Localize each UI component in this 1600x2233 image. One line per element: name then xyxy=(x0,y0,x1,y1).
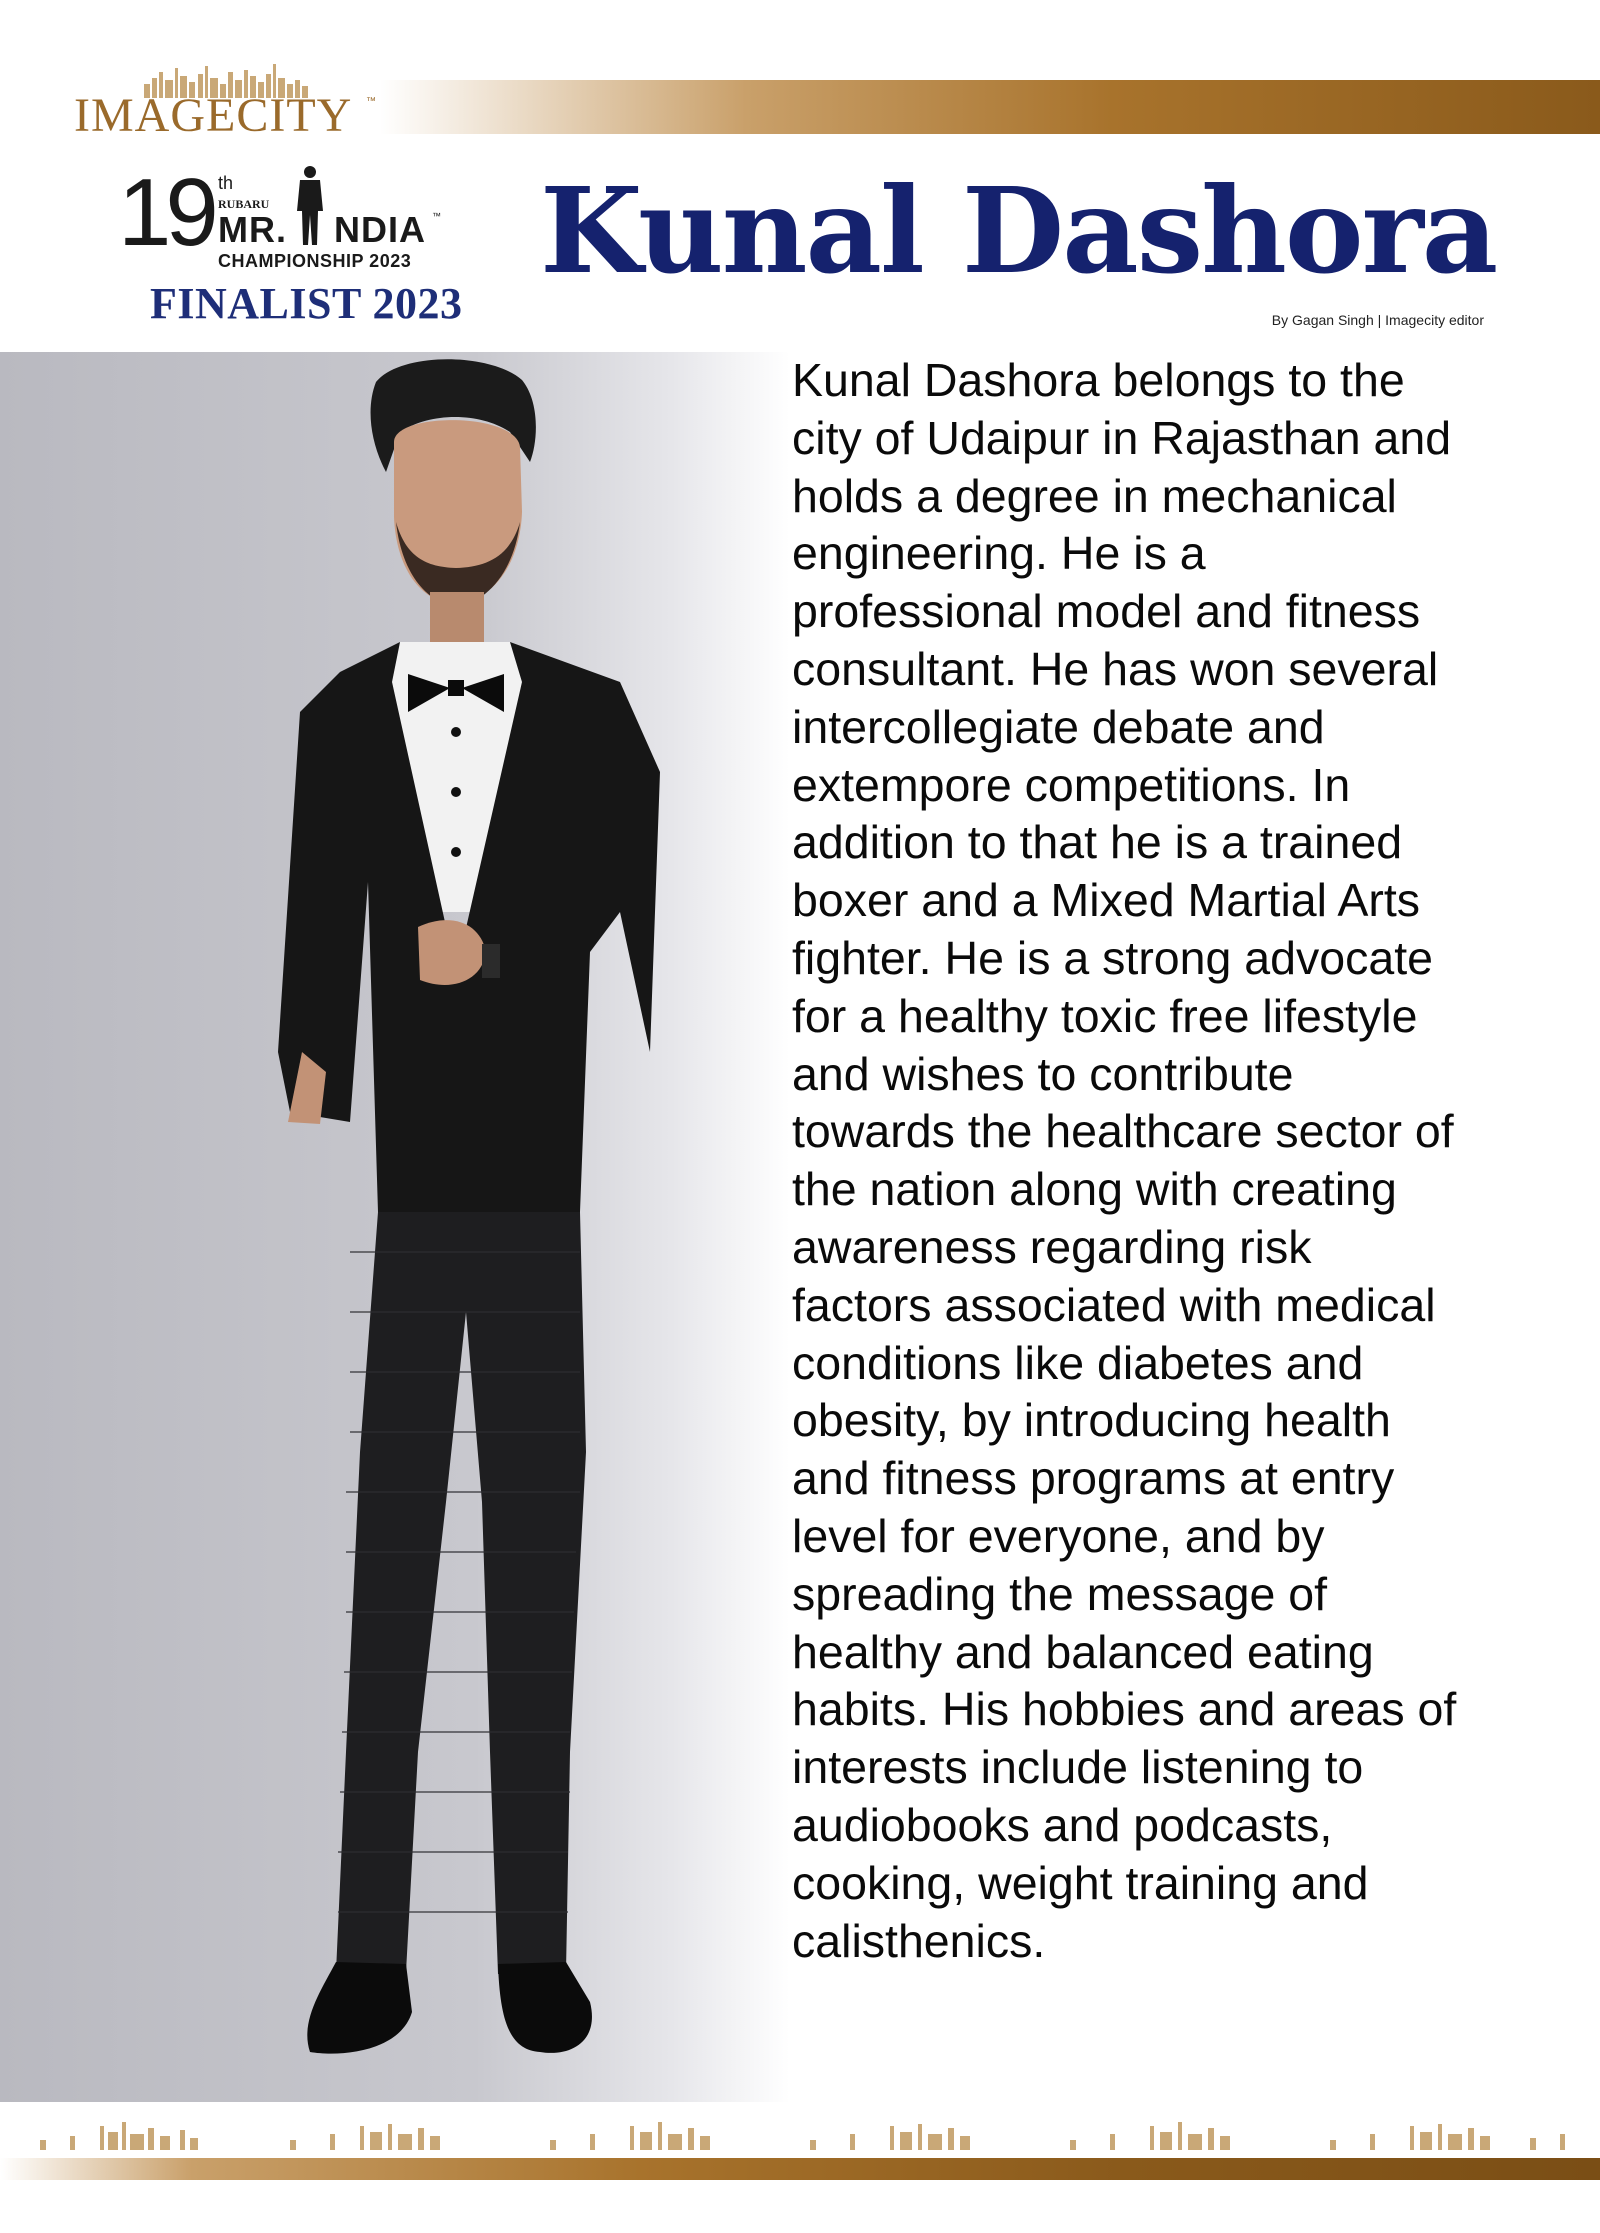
brand-name: IMAGECITY xyxy=(74,89,353,142)
event-badge xyxy=(118,159,448,285)
footer-gradient-bar xyxy=(0,2158,1600,2180)
brand-logo xyxy=(74,62,374,142)
finalist-label: FINALIST 2023 xyxy=(150,279,463,328)
article-title: Kunal Dashora xyxy=(540,161,1497,300)
event-championship: CHAMPIONSHIP 2023 xyxy=(218,251,412,271)
event-india-text: NDIA xyxy=(334,209,426,250)
article-byline: By Gagan Singh | Imagecity editor xyxy=(1271,312,1484,328)
event-edition-number: 19 xyxy=(118,159,213,266)
event-mr-text: MR. xyxy=(218,209,287,250)
model-portrait-image xyxy=(150,352,750,2092)
brand-trademark: ™ xyxy=(366,96,376,107)
footer-skyline-icon xyxy=(30,2110,1600,2150)
header-gradient-bar xyxy=(380,80,1600,134)
article-body: Kunal Dashora belongs to the city of Udaipur in Rajasthan and holds a degree in mechanical engineering. He is a professional model and fitness consultant. He has won several intercollegiate debate and extempore competitions. In addition to that he is a trained boxer and a Mixed Martial Arts fighter. He is a strong advocate for a healthy toxic free lifestyle and wishes to contribute towards the healthcare sector of the nation along with creating awareness regarding risk factors associated with medical conditions like diabetes and obesity, by introducing health and fitness programs at entry level for everyone, and by spreading the message of healthy and balanced eating habits. His hobbies and areas of interests include listening to audiobooks and podcasts, cooking, weight training and calisthenics. xyxy=(792,354,1457,1967)
man-silhouette-icon xyxy=(290,165,330,247)
event-organizer: RUBARU xyxy=(218,197,270,211)
event-edition-suffix: th xyxy=(218,173,234,193)
event-trademark: ™ xyxy=(432,211,441,221)
